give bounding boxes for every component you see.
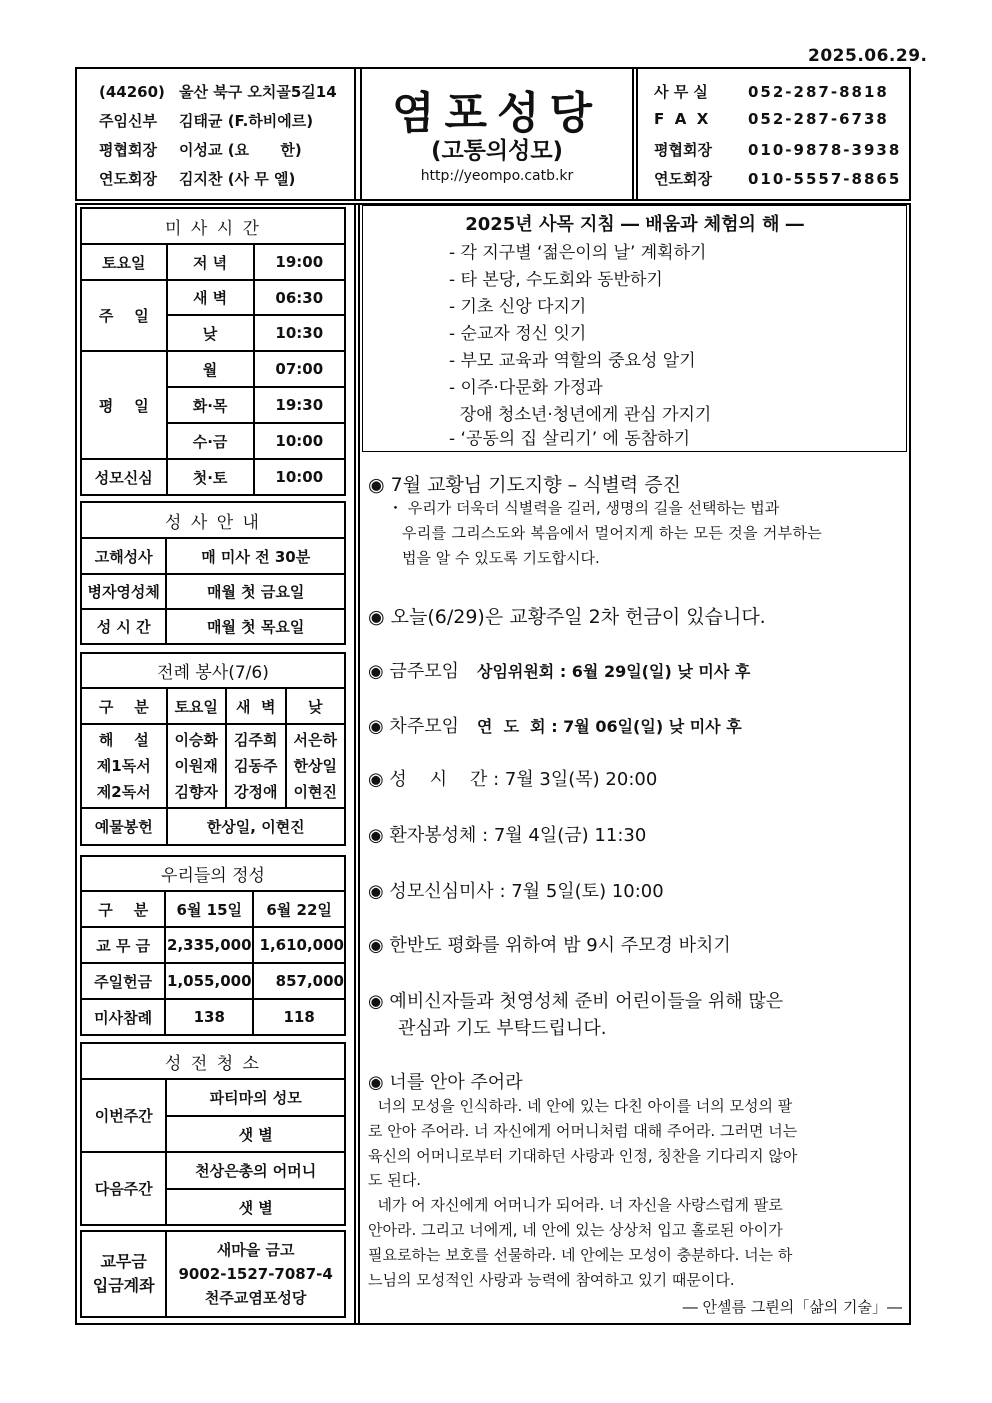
notice-marian-mass: ◉ 성모신심미사 : 7월 5일(토) 10:00 [368,881,664,902]
cell: 1,610,000 [253,927,345,963]
notice-next-week [368,712,742,738]
person: 김향자 [174,783,218,801]
cell: 857,000 [253,963,345,999]
cell: 화·목 [167,387,254,423]
person: 김동주 [233,757,278,775]
notice-catechumens: ◉ 예비신자들과 첫영성체 준비 어린이들을 위해 많은 [368,991,784,1012]
giving-table [80,855,346,1036]
cell: 병자영성체 [81,574,166,609]
guideline-item: - 기초 신앙 다지기 [449,297,587,317]
account-table [80,1230,346,1318]
notice-this-week [368,657,750,683]
person: 이원재 [174,757,218,775]
yeondo-label: 연도회장 [99,170,157,188]
council-row [99,139,302,159]
person: 이현진 [293,783,338,801]
header [75,67,911,201]
cell: 06:30 [254,280,345,315]
liturgy-table [80,652,346,846]
cell: 주 일 [81,280,167,351]
yeondo-row [99,168,295,188]
address-row [99,81,337,101]
person: 강정애 [233,783,278,801]
header-title-box [360,69,634,199]
cell: 1,055,000 [165,963,253,999]
church-subtitle: (고통의성모) [430,138,564,164]
cell: 토요일 [167,688,226,724]
account-holder: 천주교염포성당 [204,1289,307,1307]
cell: 구 분 [81,688,167,724]
council-label: 평협회장 [99,141,157,159]
contact-value: 010-9878-3938 [748,141,902,159]
guideline-item: - 이주·다문화 가정과 [449,378,603,398]
account-number: 9002-1527-7087-4 [178,1265,333,1283]
cell: 파티마의 성모 [166,1079,345,1116]
contact-yeondo [654,168,901,189]
pastoral-guidelines [362,205,907,452]
cell: 19:30 [254,387,345,423]
sacrament-title: 성 사 안 내 [81,502,345,538]
council-name: 이성교 (요 한) [179,141,302,159]
notice-text: 상임위원회 : 6월 29일(일) 낮 미사 후 [476,662,751,681]
essay-line: 느님의 모성적인 사랑과 능력에 참여하고 있기 때문이다. [368,1271,735,1289]
prayer-line: 우리를 그리스도와 복음에서 멀어지게 하는 모든 것을 거부하는 [402,524,823,542]
cell: 6월 15일 [165,891,253,927]
contact-office [654,81,889,102]
person: 김주희 [233,731,278,749]
contact-value: 052-287-6738 [748,110,889,128]
cell [166,1231,345,1317]
cell: 19:00 [254,244,345,280]
cell: 07:00 [254,351,345,387]
cell: 첫·토 [167,459,254,495]
cell: 토요일 [81,244,167,280]
notice-label: ◉ 차주모임 [368,716,459,737]
contact-value: 010-5557-8865 [748,170,902,188]
prayer-line: ・ 우리가 더욱더 식별력을 길러, 생명의 길을 선택하는 법과 [388,499,780,517]
guideline-title: 2025년 사목 지침 ― 배움과 체험의 해 ― [465,214,804,235]
header-contacts [636,69,911,199]
guideline-item: - 각 지구별 ‘젊은이의 날’ 계획하기 [449,243,707,263]
pastor-label: 주임신부 [99,112,157,130]
cell: 월 [167,351,254,387]
essay-line: 로 안아 주어라. 너 자신에게 어머니처럼 대해 주어라. 그러면 너는 [368,1122,798,1140]
cell: 매월 첫 금요일 [166,574,345,609]
mass-times-table [80,207,346,496]
giving-title: 우리들의 정성 [81,856,345,891]
cell: 샛 별 [166,1189,345,1225]
divider [354,205,356,1323]
cell [167,724,226,808]
essay-line: 안아라. 그리고 너에게, 네 안에 있는 상상처 입고 홀로된 아이가 [368,1221,783,1239]
cell: 10:00 [254,423,345,459]
cell: 다음주간 [81,1152,166,1225]
cell: 138 [165,999,253,1035]
cell: 이번주간 [81,1079,166,1152]
guideline-item: 장애 청소년·청년에게 관심 가지기 [449,405,712,425]
header-info [77,69,356,199]
cleaning-table [80,1042,346,1226]
address: 울산 북구 오치골5길14 [179,83,337,101]
role: 해 설 [98,731,149,749]
cell: 새 벽 [226,688,286,724]
cell: 10:00 [254,459,345,495]
church-title: 염포성당 [391,88,602,139]
notice-peace-prayer: ◉ 한반도 평화를 위하여 밤 9시 주모경 바치기 [368,935,731,956]
notice-second-collection: ◉ 오늘(6/29)은 교황주일 2차 헌금이 있습니다. [368,606,766,628]
cell: 교 무 금 [81,927,165,963]
guideline-item: - 타 본당, 수도회와 동반하기 [449,270,663,290]
cell: 성 시 간 [81,609,166,644]
cell: 미사참례 [81,999,165,1035]
pastor-name: 김태균 (F.하비에르) [179,112,314,130]
cell: 2,335,000 [165,927,253,963]
cell: 구 분 [81,891,165,927]
contact-council [654,139,901,160]
cell: 고해성사 [81,538,166,574]
church-url[interactable]: http://yeompo.catb.kr [420,168,574,184]
essay-title: ◉ 너를 안아 주어라 [368,1072,523,1093]
cell: 새 벽 [167,280,254,315]
cell [286,724,345,808]
person: 서은하 [293,731,338,749]
cell: 매월 첫 목요일 [166,609,345,644]
person: 한상일 [293,757,338,775]
cell: 평 일 [81,351,167,459]
essay-source: ― 안셀름 그륀의「삶의 기술」― [682,1298,902,1316]
cell: 성모신심 [81,459,167,495]
contact-label: 평협회장 [654,141,712,159]
cell [226,724,286,808]
cell: 예물봉헌 [81,808,167,845]
liturgy-title: 전례 봉사(7/6) [81,653,345,688]
essay-line: 네가 어 자신에게 어머니가 되어라. 너 자신을 사랑스럽게 팔로 [368,1196,783,1214]
divider [358,205,360,1323]
cell: 낮 [286,688,345,724]
mass-times-title: 미 사 시 간 [81,208,345,244]
cleaning-title: 성 전 청 소 [81,1043,345,1079]
cell: 저 녁 [167,244,254,280]
contact-label: 사 무 실 [654,83,708,101]
contact-label: F A X [654,110,709,128]
notice-catechumens-cont: 관심과 기도 부탁드립니다. [398,1018,607,1039]
role: 제2독서 [96,783,151,801]
cell: 118 [253,999,345,1035]
guideline-item: - 부모 교육과 역할의 중요성 알기 [449,351,696,371]
issue-date: 2025.06.29. [808,46,928,66]
essay-line: 육신의 어머니로부터 기대하던 사랑과 인정, 칭찬을 기다리지 않아 [368,1147,798,1165]
person: 이승화 [174,731,218,749]
account-label: 교무금 [100,1252,147,1271]
notice-holy-hour: ◉ 성 시 간 : 7월 3일(목) 20:00 [368,769,658,790]
cell: 천상은총의 어머니 [166,1152,345,1189]
cell: 6월 22일 [253,891,345,927]
cell: 주일헌금 [81,963,165,999]
prayer-intention-title: ◉ 7월 교황님 기도지향 – 식별력 증진 [368,474,682,496]
contact-value: 052-287-8818 [748,83,889,101]
cell [81,1231,166,1317]
sacrament-table [80,501,346,645]
cell: 샛 별 [166,1116,345,1152]
notice-label: ◉ 금주모임 [368,661,459,682]
essay-line: 너의 모성을 인식하라. 네 안에 있는 다친 아이를 너의 모성의 팔 [368,1097,793,1115]
cell [81,724,167,808]
guideline-item: - ‘공동의 집 살리기’ 에 동참하기 [449,429,691,449]
pastor-row [99,110,313,130]
cell: 10:30 [254,315,345,351]
notice-text: 연 도 회 : 7월 06일(일) 낮 미사 후 [476,717,742,736]
prayer-line: 법을 알 수 있도록 기도합시다. [402,549,600,567]
contact-label: 연도회장 [654,170,712,188]
cell: 한상일, 이현진 [167,808,346,845]
bank-name: 새마을 금고 [216,1241,295,1259]
cell: 매 미사 전 30분 [166,538,345,574]
essay-line: 도 된다. [368,1171,422,1189]
cell: 낮 [167,315,254,351]
guideline-item: - 순교자 정신 잇기 [449,324,587,344]
postal-code: (44260) [99,83,165,101]
role: 제1독서 [96,757,151,775]
account-label: 입금계좌 [92,1276,155,1295]
notice-sick-communion: ◉ 환자봉성체 : 7월 4일(금) 11:30 [368,825,647,846]
cell: 수·금 [167,423,254,459]
essay-line: 필요로하는 보호를 선물하라. 네 안에는 모성이 충분하다. 너는 하 [368,1246,793,1264]
yeondo-name: 김지찬 (사 무 엘) [179,170,296,188]
contact-fax [654,110,889,128]
